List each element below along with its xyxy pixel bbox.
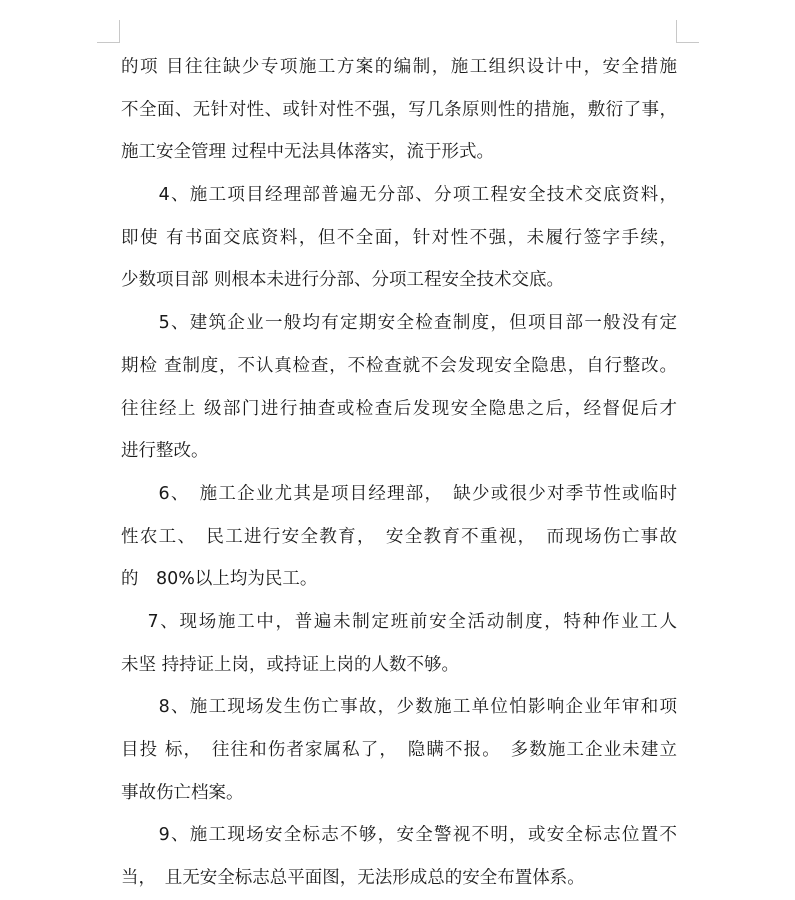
text-line: 即使 有书面交底资料，但不全面，针对性不强，未履行签字手续， bbox=[121, 227, 677, 248]
text-line: 8、施工现场发生伤亡事故，少数施工单位怕影响企业年审和项 bbox=[121, 697, 677, 718]
text-line: 往往经上 级部门进行抽查或检查后发现安全隐患之后，经督促后才 bbox=[121, 398, 677, 419]
text-line: 目投 标， 往往和伤者家属私了， 隐瞒不报。 多数施工企业未建立 bbox=[121, 740, 677, 760]
document-body[interactable] bbox=[121, 46, 677, 900]
text-line: 7、现场施工中，普遍未制定班前安全活动制度，特种作业工人 bbox=[121, 611, 677, 632]
margin-corner-top-right bbox=[676, 20, 699, 43]
text-line: 9、施工现场安全标志不够，安全警视不明，或安全标志位置不 bbox=[121, 825, 677, 846]
text-line: 进行整改。 bbox=[121, 441, 209, 462]
text-line: 当， 且无安全标志总平面图，无法形成总的安全布置体系。 bbox=[121, 868, 585, 889]
text-line: 的 80%以上均为民工。 bbox=[121, 569, 318, 590]
text-line: 4、施工项目经理部普遍无分部、分项工程安全技术交底资料， bbox=[121, 185, 677, 206]
text-line: 事故伤亡档案。 bbox=[121, 782, 244, 803]
text-line: 性农工、 民工进行安全教育， 安全教育不重视， 而现场伤亡事故 bbox=[121, 526, 677, 547]
margin-corner-top-left bbox=[97, 20, 120, 43]
text-line: 不全面、无针对性、或针对性不强，写几条原则性的措施，敷衍了事， bbox=[121, 99, 677, 120]
text-line: 未坚 持持证上岗，或持证上岗的人数不够。 bbox=[121, 654, 460, 675]
text-line: 5、建筑企业一般均有定期安全检查制度，但项目部一般没有定 bbox=[121, 313, 677, 334]
text-line: 6、 施工企业尤其是项目经理部， 缺少或很少对季节性或临时 bbox=[121, 483, 677, 504]
text-line: 期检 查制度，不认真检查，不检查就不会发现安全隐患，自行整改。 bbox=[121, 355, 677, 376]
text-line: 的项 目往往缺少专项施工方案的编制，施工组织设计中，安全措施 bbox=[121, 57, 677, 77]
text-line: 少数项目部 则根本未进行分部、分项工程安全技术交底。 bbox=[121, 270, 565, 291]
text-line: 施工安全管理 过程中无法具体落实，流于形式。 bbox=[121, 142, 495, 163]
